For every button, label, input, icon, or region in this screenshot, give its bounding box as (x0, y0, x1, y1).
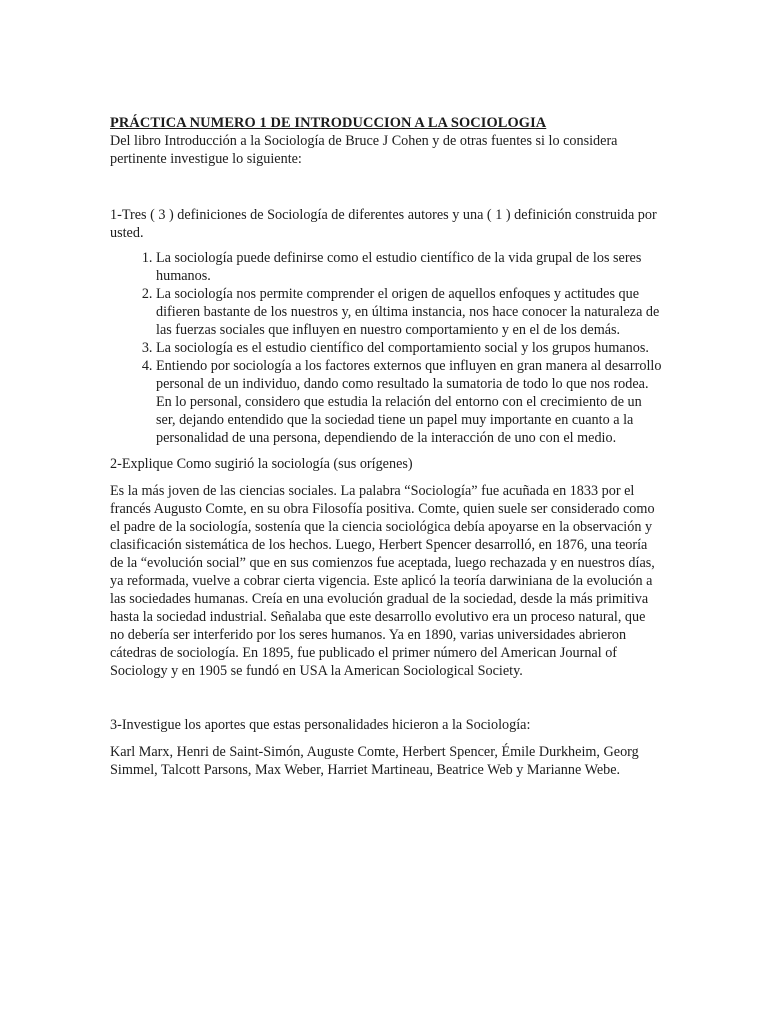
document-title: PRÁCTICA NUMERO 1 DE INTRODUCCION A LA SOCIOLOGIA (110, 115, 547, 131)
intro-paragraph: Del libro Introducción a la Sociología de Bruce J Cohen y de otras fuentes si lo considera pertinente investigue lo siguiente: (110, 133, 618, 167)
list-item: 1. La sociología puede definirse como el estudio científico de la vida grupal de los seres humanos. (156, 249, 662, 285)
question-1: 1-Tres ( 3 ) definiciones de Sociología de diferentes autores y una ( 1 ) definición construida por usted. (110, 207, 657, 241)
definitions-list (110, 249, 662, 447)
question-3: 3-Investigue los aportes que estas personalidades hicieron a la Sociología: (110, 717, 531, 733)
question-2: 2-Explique Como sugirió la sociología (sus orígenes) (110, 456, 413, 472)
document-page (110, 114, 662, 779)
list-item: 4. Entiendo por sociología a los factores externos que influyen en gran manera al desarrollo personal de un individuo, dando como resultado la sumatoria de todo lo que nos rodea. En lo personal, considero que estudia la relación del entorno con el crecimiento de un ser, dejando entendido que la sociedad tiene un papel muy importante en cuanto a la personalidad de una persona, dependiendo de la interacción de uno con el medio. (156, 357, 662, 447)
personalities-paragraph: Karl Marx, Henri de Saint-Simón, Auguste Comte, Herbert Spencer, Émile Durkheim, Georg Simmel, Talcott Parsons, Max Weber, Harriet Martineau, Beatrice Web y Marianne Webe. (110, 744, 639, 778)
list-item: 2. La sociología nos permite comprender el origen de aquellos enfoques y actitudes que difieren bastante de los nuestros y, en última instancia, nos hace conocer la naturaleza de las fuerzas sociales que influyen en nuestro comportamiento y en el de los demás. (156, 285, 662, 339)
history-paragraph: Es la más joven de las ciencias sociales. La palabra “Sociología” fue acuñada en 1833 por el francés Augusto Comte, en su obra Filosofía positiva. Comte, quien suele ser considerado como el padre de la sociología, sostenía que la ciencia sociológica debía apoyarse en la observación y clasificación sistemática de los hechos. Luego, Herbert Spencer desarrolló, en 1876, una teoría de la “evolución social” que en sus comienzos fue aceptada, luego rechazada y en nuestros días, ya reformada, vuelve a cobrar cierta vigencia. Este aplicó la teoría darwiniana de la evolución a las sociedades humanas. Creía en una evolución gradual de la sociedad, desde la más primitiva hasta la sociedad industrial. Señalaba que este desarrollo evolutivo era un proceso natural, que no debería ser interferido por los seres humanos. Ya en 1890, varias universidades abrieron cátedras de sociología. En 1895, fue publicado el primer número del American Journal of Sociology y en 1905 se fundó en USA la American Sociological Society. (110, 483, 655, 679)
list-item: 3. La sociología es el estudio científico del comportamiento social y los grupos humanos. (156, 339, 662, 357)
